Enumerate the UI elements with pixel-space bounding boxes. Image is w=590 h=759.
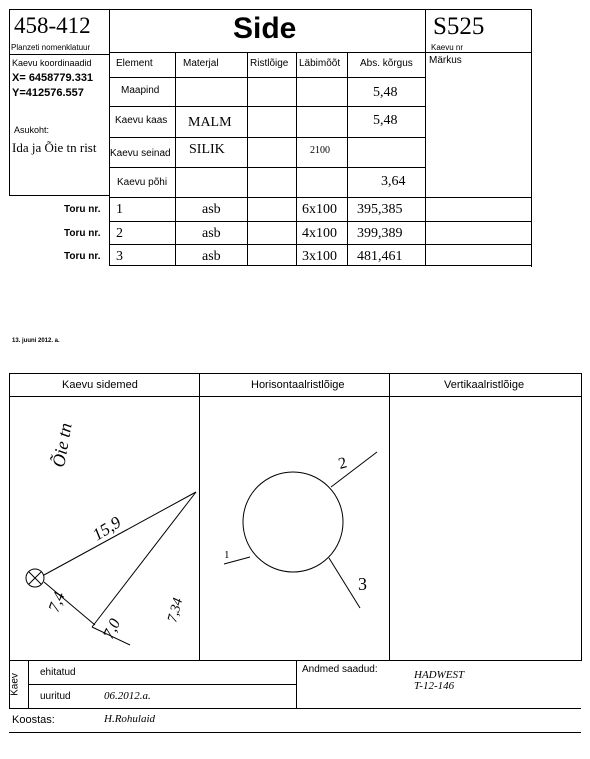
col-header-diameter: Läbimõõt <box>299 58 341 69</box>
row-diameter-2: 2100 <box>310 145 330 156</box>
pipe-label-2: Toru nr. <box>64 251 101 262</box>
row-element-3: Kaevu põhi <box>117 177 168 188</box>
pipe-label-0: Toru nr. <box>64 204 101 215</box>
pipe-height-2: 481,461 <box>357 249 403 264</box>
pipe-no-0: 1 <box>116 202 123 217</box>
dim-label-3: 7,34 <box>165 596 187 625</box>
coord-x: X= 6458779.331 <box>12 72 94 84</box>
pipe-no-1: 2 <box>116 226 123 241</box>
row-height-0: 5,48 <box>373 85 398 100</box>
pipe-mark-1: 1 <box>224 549 230 561</box>
dim-label-1: 7,4 <box>45 589 69 615</box>
nomenclature-number: 458-412 <box>14 13 91 38</box>
horizontal-section-sketch <box>224 452 377 608</box>
data-source-label: Andmed saadud: <box>302 664 378 675</box>
compiled-label: Koostas: <box>12 714 55 726</box>
pipe-material-1: asb <box>202 226 221 241</box>
col-title-well-ties: Kaevu sidemed <box>62 379 138 391</box>
well-number-label: Kaevu nr <box>431 43 464 52</box>
col-header-material: Materjal <box>183 58 219 69</box>
street-label: Õie tn <box>48 421 76 469</box>
col-title-horizontal: Horisontaalristlõige <box>251 379 345 391</box>
built-label: ehitatud <box>40 667 76 678</box>
page-title: Side <box>233 12 297 45</box>
location-value: Ida ja Õie tn rist <box>12 140 97 155</box>
date-note: 13. juuni 2012. a. <box>12 338 60 344</box>
well-number: S525 <box>433 13 485 40</box>
coords-label: Kaevu koordinaadid <box>12 58 92 68</box>
surveyed-value: 06.2012.a. <box>104 690 151 702</box>
row-material-1: MALM <box>188 115 232 130</box>
dim-label-2: 7,0 <box>100 616 125 642</box>
data-source-line2: T-12-146 <box>414 680 455 692</box>
data-source-line1: HADWEST <box>414 669 465 681</box>
row-element-1: Kaevu kaas <box>115 115 168 126</box>
well-side-label: Kaev <box>9 673 21 696</box>
col-header-notes: Märkus <box>429 55 462 66</box>
pipe-material-2: asb <box>202 249 221 264</box>
nomenclature-label: Planzeti nomenklatuur <box>11 43 91 52</box>
pipe-diameter-1: 4x100 <box>302 226 337 241</box>
col-title-vertical: Vertikaalristlõige <box>444 379 525 391</box>
pipe-no-2: 3 <box>116 249 123 264</box>
pipe-diameter-0: 6x100 <box>302 202 337 217</box>
row-element-0: Maapind <box>121 85 160 96</box>
compiled-value: H.Rohulaid <box>104 713 156 725</box>
row-height-1: 5,48 <box>373 113 398 128</box>
pipe-mark-3: 3 <box>358 574 367 594</box>
row-material-2: SILIK <box>189 142 225 157</box>
col-header-element: Element <box>116 58 153 69</box>
surveyed-label: uuritud <box>40 691 71 702</box>
pipe-label-1: Toru nr. <box>64 228 101 239</box>
pipe-material-0: asb <box>202 202 221 217</box>
pipe-mark-2: 2 <box>336 454 349 473</box>
col-header-cross: Ristlõige <box>250 58 289 69</box>
coord-y: Y=412576.557 <box>12 87 84 99</box>
pipe-diameter-2: 3x100 <box>302 249 337 264</box>
col-header-height: Abs. kõrgus <box>360 58 413 69</box>
row-element-2: Kaevu seinad <box>110 148 171 159</box>
pipe-height-1: 399,389 <box>357 226 403 241</box>
pipe-height-0: 395,385 <box>357 202 403 217</box>
location-label: Asukoht: <box>14 125 50 135</box>
dim-label-0: 15,9 <box>89 512 125 545</box>
row-height-3: 3,64 <box>381 174 406 189</box>
